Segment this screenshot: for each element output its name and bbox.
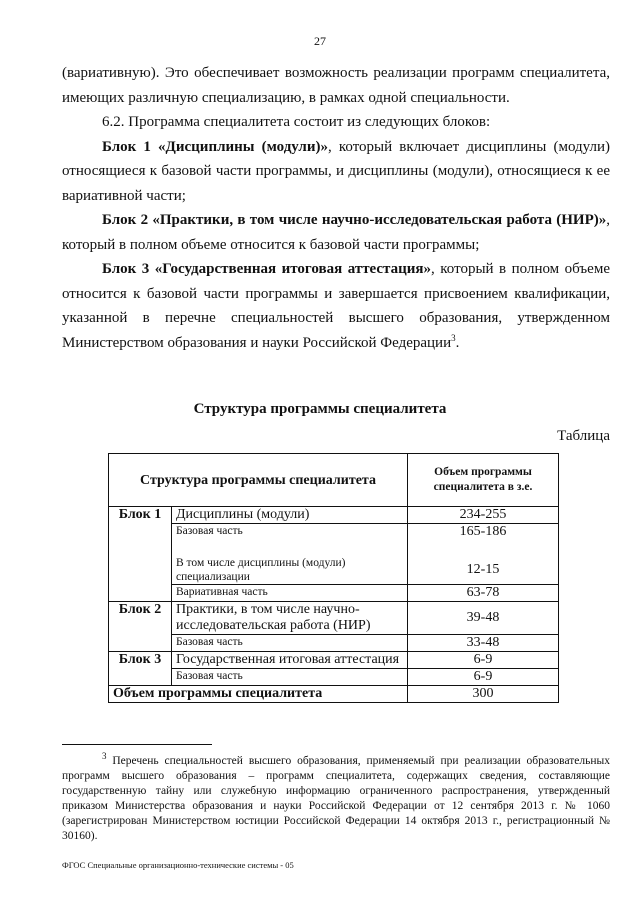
table-row [109,507,559,524]
block2-title: Практики, в том числе научно-исследовательская работа (НИР) [172,602,408,635]
table-label: Таблица [557,428,610,444]
block2-base: Базовая часть [172,635,408,652]
table-row [109,635,559,652]
header-structure: Структура программы специалитета [109,454,408,507]
footnote-divider [62,744,212,745]
block2-heading: Блок 2 «Практики, в том числе научно-исследовательская работа (НИР)» [102,212,607,228]
block1-including-value: 12-15 [408,556,559,585]
block1-variative-value: 63-78 [408,585,559,602]
block2-value: 39-48 [408,602,559,635]
block1-variative: Вариативная часть [172,585,408,602]
total-value: 300 [408,686,559,703]
program-structure-table [108,453,559,703]
block2-label: Блок 2 [109,602,172,635]
body-text [62,61,610,355]
total-label: Объем программы специалитета [109,686,408,703]
block1-heading: Блок 1 «Дисциплины (модули)» [102,138,328,155]
block3-value: 6-9 [408,652,559,669]
paragraph-blocks-intro: 6.2. Программа специалитета состоит из следующих блоков: [102,114,491,130]
table-total-row [109,686,559,703]
table-row [109,669,559,686]
block1-label: Блок 1 [109,507,172,524]
block2-base-value: 33-48 [408,635,559,652]
footnote-text: Перечень специальностей высшего образования, применяемый при реализации образовательных программ высшего образования – программ специалитета, содержащих сведения, составляющие государственную тайну или служебную информацию ограниченного распространения, утвержденный приказом Министерства образования и науки Российской Федерации от 12 сентября 2013 г. № 1060 (зарегистрирован Министерством юстиции Российской Федерации 14 октября 2013 г., регистрационный № 30160). [62,755,611,842]
block1-including: В том числе дисциплины (модули) специализации [172,556,408,585]
table-header-row [109,454,559,507]
paragraph-block2 [62,208,610,257]
page-footer: ФГОС Специальные организационно-технические системы - 05 [62,860,294,870]
table-row [109,652,559,669]
header-volume: Объем программы специалитета в з.е. [408,454,559,507]
block1-base-value: 165-186 [408,524,559,557]
block3-base: Базовая часть [172,669,408,686]
table-row [109,524,559,557]
block2-description: , который в полном объеме относится к базовой части программы; [62,212,610,253]
page-number: 27 [314,34,326,48]
block3-base-value: 6-9 [408,669,559,686]
block3-title: Государственная итоговая аттестация [172,652,408,669]
block1-base: Базовая часть [172,524,408,557]
table-title: Структура программы специалитета [193,401,447,417]
block1-value: 234-255 [408,507,559,524]
footnote [62,751,611,844]
block1-description: , который включает дисциплины (модули) относящиеся к базовой части программы, и дисциплины (модули), относящиеся к ее вариативной части; [62,138,611,204]
paragraph-block3 [62,257,610,355]
footnote-marker: 3 [102,751,107,762]
table-row [109,585,559,602]
block3-heading: Блок 3 «Государственная итоговая аттестация» [102,261,432,277]
table-row [109,602,559,635]
table-row [109,556,559,585]
block1-title: Дисциплины (модули) [172,507,408,524]
footnote-ref: 3 [451,332,456,343]
paragraph-variative: (вариативную). Это обеспечивает возможность реализации программ специалитета, имеющих различную специализацию, в рамках одной специальности. [62,65,610,106]
block3-label: Блок 3 [109,652,172,669]
block3-description: , который в полном объеме относится к базовой части программы и завершается присвоением квалификации, указанной в перечне специальностей высшего образования, утвержденном Министерством образования и науки Российской Федерации [62,261,610,351]
period: . [455,334,460,351]
paragraph-block1 [62,135,610,209]
